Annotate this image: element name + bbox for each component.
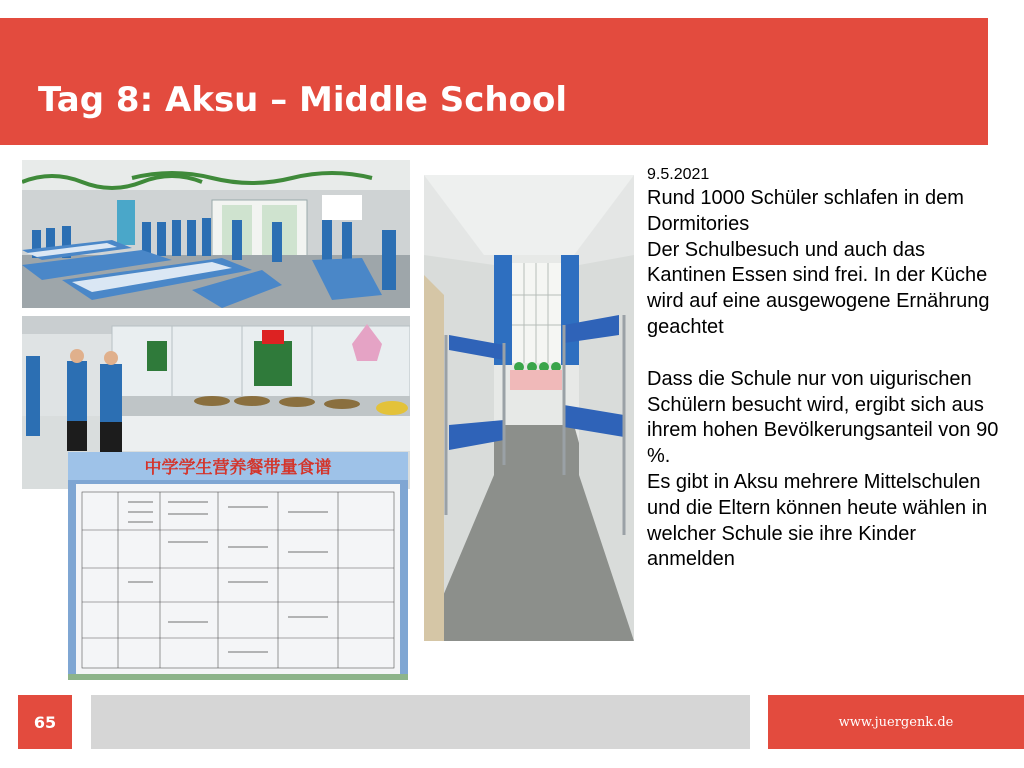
- dormitory-photo: [424, 175, 634, 641]
- footer-bar: [91, 695, 750, 749]
- paragraph-dormitories: Rund 1000 Schüler schlafen in dem Dormitories: [647, 187, 964, 235]
- paragraph-gap: [647, 341, 1007, 367]
- page-number: 65: [18, 695, 72, 749]
- cafeteria-photo: [22, 160, 410, 308]
- slide-title: Tag 8: Aksu – Middle School: [38, 80, 567, 120]
- footer-url: www.juergenk.de: [768, 695, 1024, 749]
- description-text: [647, 164, 1007, 573]
- menu-banner-text: 中学学生营养餐带量食谱: [144, 458, 332, 478]
- date-label: 9.5.2021: [647, 166, 710, 183]
- paragraph-school-choice: Es gibt in Aksu mehrere Mittelschulen und die Eltern können heute wählen in welcher Schule sie ihre Kinder anmelden: [647, 470, 988, 571]
- menu-poster-photo: [68, 452, 408, 680]
- paragraph-uyghur-students: Dass die Schule nur von uigurischen Schülern besucht wird, ergibt sich aus ihrem hohen Bevölkerungsanteil von 90 %.: [647, 367, 999, 468]
- paragraph-school-meals: Der Schulbesuch und auch das Kantinen Essen sind frei. In der Küche wird auf eine ausgewogene Ernährung geachtet: [647, 238, 990, 338]
